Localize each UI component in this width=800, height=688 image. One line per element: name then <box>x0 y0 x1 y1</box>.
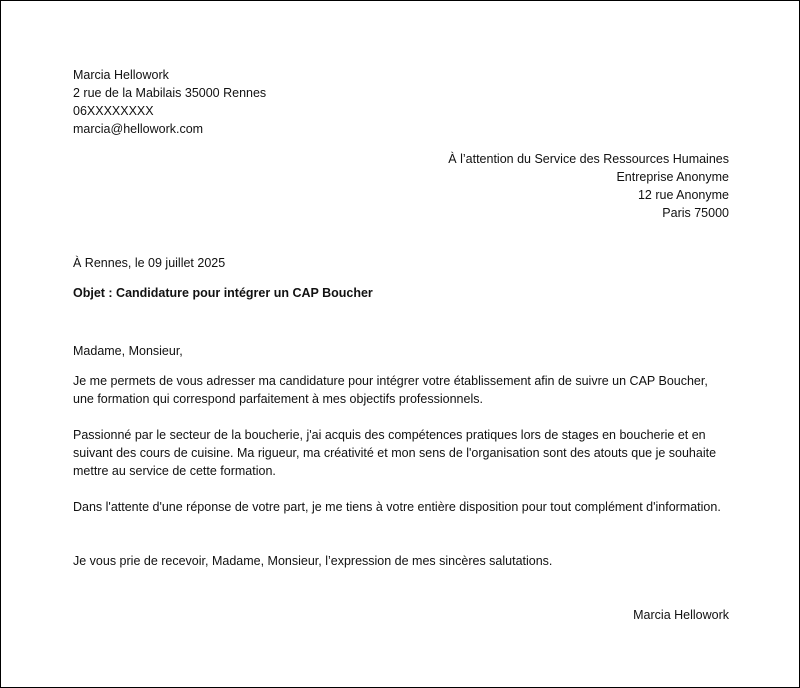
sender-email: marcia@hellowork.com <box>73 122 204 136</box>
sender-phone: 06XXXXXXXX <box>73 104 154 118</box>
body-paragraph-2: Passionné par le secteur de la boucherie, j'ai acquis des compétences pratiques lors de stages en boucherie et en suivant des cours de cuisine. Ma rigueur, ma créativité et mon sens de l'organisation sont des atouts que je souhaite mettre au service de cette formation. <box>73 428 717 478</box>
sender-address: 2 rue de la Mabilais 35000 Rennes <box>73 86 267 100</box>
subject-line: Objet : Candidature pour intégrer un CAP Boucher <box>73 286 373 300</box>
recipient-street: 12 rue Anonyme <box>637 188 729 202</box>
greeting: Madame, Monsieur, <box>73 344 183 358</box>
recipient-block <box>73 150 729 222</box>
signature: Marcia Hellowork <box>633 608 729 622</box>
recipient-attention: À l’attention du Service des Ressources Humaines <box>448 152 729 166</box>
body-paragraph-3: Dans l'attente d'une réponse de votre part, je me tiens à votre entière disposition pour tout complément d'information. <box>73 500 721 514</box>
sender-name: Marcia Hellowork <box>73 68 169 82</box>
recipient-city: Paris 75000 <box>662 206 729 220</box>
recipient-company: Entreprise Anonyme <box>616 170 729 184</box>
closing-paragraph: Je vous prie de recevoir, Madame, Monsieur, l’expression de mes sincères salutations. <box>73 554 553 568</box>
sender-block <box>73 66 729 138</box>
body-paragraph-1: Je me permets de vous adresser ma candidature pour intégrer votre établissement afin de suivre un CAP Boucher, une formation qui correspond parfaitement à mes objectifs professionnels. <box>73 374 708 406</box>
date-line: À Rennes, le 09 juillet 2025 <box>73 256 226 270</box>
